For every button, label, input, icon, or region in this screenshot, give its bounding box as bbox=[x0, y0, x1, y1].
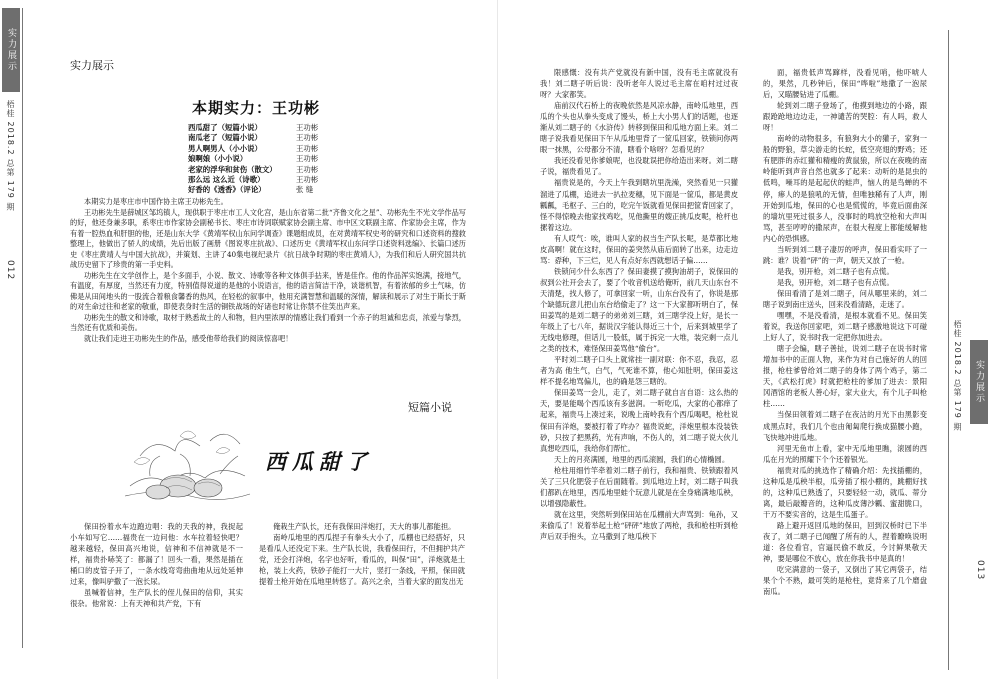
work-author: 王功彬 bbox=[296, 164, 319, 174]
work-title: 南瓜老了（短篇小说） bbox=[188, 133, 262, 143]
paragraph: 当保田领着刘二瞎子在夜沽的月光下由黑影变成黑点时，我们几个也由匍匐爬行换成猫腰小跑，飞快地冲进瓜地。 bbox=[763, 410, 927, 442]
paragraph: 是我，别开枪，刘二瞎子也有点慌。 bbox=[777, 277, 894, 287]
bio-paragraph: 王功彬先生是薛城区邹坞镇人，现供职于枣庄市工人文化宫，是山东省第二批“齐鲁文化之星”、功彬先生不光文学作品写的好，他还身兼多职，系枣庄市作家协会副秘书长、枣庄市诗词联赋家协会副主席、市中区文联副主席、作家协会主席，作为有着一腔热血和肝胆的他，还是山东大学《黄靖军权山东问学调查》课题组成员，在对黄靖军权史考的研究和口述资料的搜救整理上，他做出了骄人的成绩，先后出版了画册《图说枣庄抗战》、口述历史《黄靖军权山东问学口述资料选编》、长篇口述历史《枣庄黄靖人与中国大抗战》，并策划、主讲了40集电视纪录片《抗日战争时期的枣庄黄靖人》，为我们和后人研究国共抗战历史留下了珍贵的第一手史料。 bbox=[70, 207, 466, 269]
right-section-tab: 实力展示 bbox=[970, 340, 988, 424]
work-item bbox=[188, 175, 338, 185]
work-item bbox=[188, 133, 338, 143]
work-author: 张 缝 bbox=[296, 185, 314, 195]
bio-paragraph: 就让我们走进王功彬先生的作品，感受他带给我们的阅读惊喜吧！ bbox=[84, 333, 293, 343]
paragraph: 庙前汉代石桥上的夜晚依然是风凉水静，南岭瓜地里，西瓜的个头也从拳头变成了馒头，桥上大小男人们的话题，也逐渐从刘二瞎子的《水浒传》转移到保田和瓜地方面上来。刘二瞎子说我看见保田下午从瓜地里背了一筐瓜回家，铁锁问你两眼一抹黑，公母都分不清，瞎看个啥呀？怎看见的？ bbox=[540, 101, 738, 155]
work-item bbox=[188, 185, 338, 195]
work-item bbox=[188, 123, 338, 133]
work-author: 王功彬 bbox=[296, 175, 319, 185]
work-title: 西瓜甜了（短篇小说） bbox=[188, 123, 262, 132]
paragraph: 路上避开返回瓜地的保田，回到汉桥时已下半夜了，刘二瞎子已闻醒了所有的人，捏着瞭唤说明道：各位看官，官逼民偷不敢反，今讨鲜果敬天神，要是哪位不放心，放在你我书中是真的！ bbox=[763, 520, 927, 564]
paragraph: 当听到刘二瞎子凄厉的呼声，保田看实吓了一跳：谁？说着“砰”的一声，朝天又放了一枪。 bbox=[763, 244, 927, 265]
watermelon-illustration bbox=[120, 416, 256, 512]
left-page-number: 012 bbox=[5, 260, 15, 281]
section-label: 实力展示 bbox=[70, 59, 114, 72]
work-item bbox=[188, 144, 338, 154]
paragraph: 福贵对瓜的挑选作了精确介绍：先找插棚的，这种瓜是瓜秧半根，瓜旁插了根小棚的，跳棚好找的，这种瓜已熟透了，只要轻轻一动，就瓜、蒂分离，最后敲瓣音的，这种瓜皮薄沙瓤、蜜甜脆口，干万不要实音的，这是生瓜蛋子。 bbox=[763, 465, 927, 519]
paragraph: 虽喊着信神，生产队长的侄儿保田的信仰，其实很杂。他常说：上有天神和共产党，下有 bbox=[70, 588, 243, 609]
text-column-1 bbox=[70, 521, 243, 651]
text-column-2 bbox=[259, 521, 465, 651]
work-author: 王功彬 bbox=[296, 123, 319, 132]
work-title: 娘啊娘（小小说） bbox=[188, 154, 248, 164]
paragraph: 保田扮着水车边跑边唱：我的天我的神，我捉起小车如写它……福贵在一边问他：水车拉着轻快吧？越来越轻，保田高兴地说，信神和不信神就是不一样，福贵扑哧笑了：都漏了！回头一看，果然是插在桶口的皮管子开了，一条水线弯弯曲曲地从远处延伸过来，像叫驴撒了一泡长尿。 bbox=[70, 522, 243, 587]
paragraph: 俺栽生产队长，还有我保田洋炮打，天大的事儿都能担。 bbox=[273, 522, 456, 531]
left-section-tab: 实力展示 bbox=[2, 8, 20, 92]
work-title: 老家的浮华和贫伤（散文） bbox=[188, 164, 277, 174]
paragraph: 轮到刘二瞎子登场了，他摸到地边的小路，跟跟跄跄地边边走，一神谴苦的哭腔：有人吗，救人呀！ bbox=[763, 101, 927, 133]
text-column-4 bbox=[763, 67, 927, 651]
right-side-rule bbox=[948, 30, 949, 670]
works-list bbox=[188, 123, 338, 196]
work-title: 那么远 这么近（诗歌） bbox=[188, 175, 265, 185]
bio-paragraph: 功彬先生的散文和诗歌，取材于熟悉故土的人和物，但内里浓厚的情感让我们看到一个赤子的坦诚和忠贞，浓爱与挚烈，当然还有优质和美伤。 bbox=[70, 312, 466, 332]
left-side-rule bbox=[22, 8, 23, 648]
work-title: 好香的《透香》（评论） bbox=[188, 185, 266, 195]
paragraph: 有人哎气：唉，谁叫人家的叔当生产队长呢，是草都比地皮高啊！就在这时，保田的姜突然从庙后面转了出来，边走边骂：孬种，下三烂，见人有点好东西就想话子偏…… bbox=[540, 233, 738, 265]
story-category-label: 短篇小说 bbox=[408, 401, 452, 414]
paragraph: 嘿嘿，不是没看清，是根本就看不见。保田笑着说，我送你回家吧，刘二瞎子感激地说这下可碰上好人了，说书时我一定把你加进去。 bbox=[763, 311, 927, 343]
paragraph: 瞎子会编，瞎子善扯，说刘二瞎子在说书时常增加书中的正面人物，来作为对自己施好的人的回报，枪柱爹曾给刘二瞎子的身体了两个鸡子，第二天，《武松打虎》时就把枪柱的爹加了进去：景阳冈酒馆的老板人善心好，家大业大，有个儿子叫枪柱…… bbox=[763, 344, 927, 409]
paragraph: 我还没看见你爹娘呢，也没耽误把你给造出来呀。刘二瞎子说，福贵看见了。 bbox=[540, 156, 738, 177]
paragraph: 河里无鱼市上看，家中无瓜地里瞧，滚圆的西瓜在月光的照耀下个个还着银光。 bbox=[763, 443, 927, 464]
paragraph: 保田姜骂一会儿，走了，刘二瞎子就自言自语：这么热的天，要是能喝个西瓜该有多滋润。一听吃瓜，大家的心都痒了起来，福贵马上凑过来，说晚上南岭我有个西瓜喝吧，枪杜说保田有洋炮，要被打着了咋办？福贵说蛇，洋炮里根本没装铁砂，只按了把黑药，光有声响，不伤人的，刘二瞎子说大伙儿真想吃西瓜，我给你们帮忙。 bbox=[540, 388, 738, 453]
paragraph: 保田看清了是刘二瞎子，问从哪里来的，刘二瞎子说到南庄送头，回来没看清路，走迷了。 bbox=[763, 288, 927, 309]
paragraph: 福贵说是的，今天上午我到瞎坑里洗澡，突然看见一只獾溜进了瓜棚，追进去一扒拉麦穗，见下面是一筐瓜，都是黄皮瓤瓤，毛枢子、三白的，吃完午饭就看见保田把筐背回家了，怪不得惊晚去他家找鸡吃，见他撕里的嫂正挑瓜皮呢，枪杆也摞着这边。 bbox=[540, 178, 738, 232]
work-author: 王功彬 bbox=[296, 133, 319, 143]
work-title: 男人啊男人（小小说） bbox=[188, 143, 262, 153]
work-item bbox=[188, 154, 338, 164]
author-bio bbox=[70, 197, 466, 344]
story-title: 西瓜甜了 bbox=[265, 449, 373, 474]
page-title: 本期实力：王功彬 bbox=[192, 99, 321, 117]
paragraph: 平时刘二瞎子口头上就常挂一副对联：你不忍，我忍，忍者为高 他生气，白气，气死谁不算，他心知肚明，保田姜这样不提名地骂偏儿，也的确是怨三瞎的。 bbox=[540, 355, 738, 387]
work-author: 王功彬 bbox=[296, 143, 319, 153]
right-issue-info: 梧桂 2018.2 总第 179 期 bbox=[953, 320, 962, 432]
paragraph: 面，福贵低声骂蹿样，没看见哨，他吓唬人的，果然，几秒钟后，保田“哗啦”地撒了一泡尿后，又瞄腰钻进了瓜棚。 bbox=[763, 68, 927, 100]
paragraph: 限感慨：没有共产党就没有新中国，没有毛主席就没有我！刘二瞎子听后说：没听老年人说过毛主席在咱村过过夜呀？大家都笑。 bbox=[540, 68, 738, 100]
bio-paragraph: 功彬先生在文学创作上，是个多面手，小说、散文、诗歌等各种文体俱手拈来，皆是佳作。他的作品浑实饱满，接地气，有温度，有厚度，当然还有力度，特别值得说道的是他的小说语言，他的语言简洁干净，谈谐机智，有着浓郁的乡土气味，仿佛是从田间地头的一股流合着粮食馨香的热风，在轻松的叙事中，他用充满智慧和温暖的深情，解读和展示了对生于斯长于斯的对生命过往和老家的敬重，即使表身时生活的铜铁战场的好诸也时常让你禁不住笑出声来。 bbox=[70, 270, 466, 311]
paragraph: 南岭的动物很多，有狼狗大小的獾子，家狗一般的野狼，草尖游走的长蛇，低空亮翅的野鸡；还有肥胖的赤红獾和精瘦的黄鼠狼，所以在夜晚的南岭能听到声音自然也就多了起来：动听的是昆虫的低鸣，噪耳的是起起伏的蛙声，恼人的是鸟蝉的不停，瘆人的是狼吼的无情，但唯独稀有了人声，刚开始到瓜地，保田的心也是慌慌的，毕竟后面曲深的墙坑里死过很多人，没事时的鸣放空枪和大声叫骂，甚至哼哼的撒尿声，在很大程度上都能缓解他内心的恐惧感。 bbox=[763, 134, 927, 243]
work-item bbox=[188, 165, 338, 175]
bio-paragraph: 本期实力是枣庄市中国作协主席王功彬先生。 bbox=[84, 197, 228, 206]
right-page-number: 013 bbox=[975, 560, 985, 581]
page-gutter bbox=[497, 0, 498, 679]
paragraph: 枪柱用细竹竿牵着刘二瞎子前行，我和福贵、铁锁跟着风关了三只化肥袋子在后面随着。到瓜地边上时，刘二瞎子叫我们都趴在地里，西瓜地里蛙个玩意儿就是在全身痛满地瓜秧，以增强隐蔽性。 bbox=[540, 465, 738, 508]
text-column-3 bbox=[540, 67, 738, 651]
paragraph: 铁锁问少什么东西了？保田妻摸了摸狗油胡子，说保田的叔到公社开会去了，要了个收音机送给俺听，前几天山东台不天清楚，找人修了，可拿回家一听，山东台没有了，你说是那个缺德玩意儿把山东台给偷走了？这一下大家都听明白了，保田姜骂的是刘二瞎子的弟弟刘三瞎，刘三瞎学没上好，是长一年级上了七八年，据说汉字能认得近三十个，后来到城里学了无线电修理，但话儿一股低，属于拆完一大堆，装完剩一点儿之类的技术，难怪保田姜骂他“偷台”。 bbox=[540, 266, 738, 354]
work-author: 王功彬 bbox=[296, 154, 319, 164]
left-issue-info: 梧桂 2018.2 总第 179 期 bbox=[6, 100, 15, 212]
paragraph: 就在这里，突然听到保田站在瓜棚前大声骂到：龟孙，又来偷瓜了！说着举起土枪“砰砰”地放了两枪，我和枪柱听到枪声后双手抱头，立马撒到了地瓜秧下 bbox=[540, 509, 738, 541]
paragraph: 吃完满意的一袋子，又倒出了其它两袋子，结果个个不熟，最可笑的是枪柱，竟背来了几个磨盘南瓜。 bbox=[763, 565, 927, 597]
paragraph: 南岭瓜地里的西瓜捏子有拳头大小了，瓜棚也已经搭好，只是看瓜人还没定下来。生产队长说，我看保田行，不但拥护共产党，还会打洋炮，名字也好听，看瓜的，叫保“田”，洋炮就是土枪，装上火药，铁砂子能打一大片，竖打一条线，平照，保田就提着土枪开始在瓜地里转悠了。高兴之余，当着大家的面发出无 bbox=[259, 533, 465, 587]
paragraph: 是我，别开枪，刘二瞎子也有点慌。 bbox=[777, 266, 894, 276]
paragraph: 天上的月亮满圆，地里的西瓜滚圆，我们的心情椭圆。 bbox=[554, 454, 730, 464]
